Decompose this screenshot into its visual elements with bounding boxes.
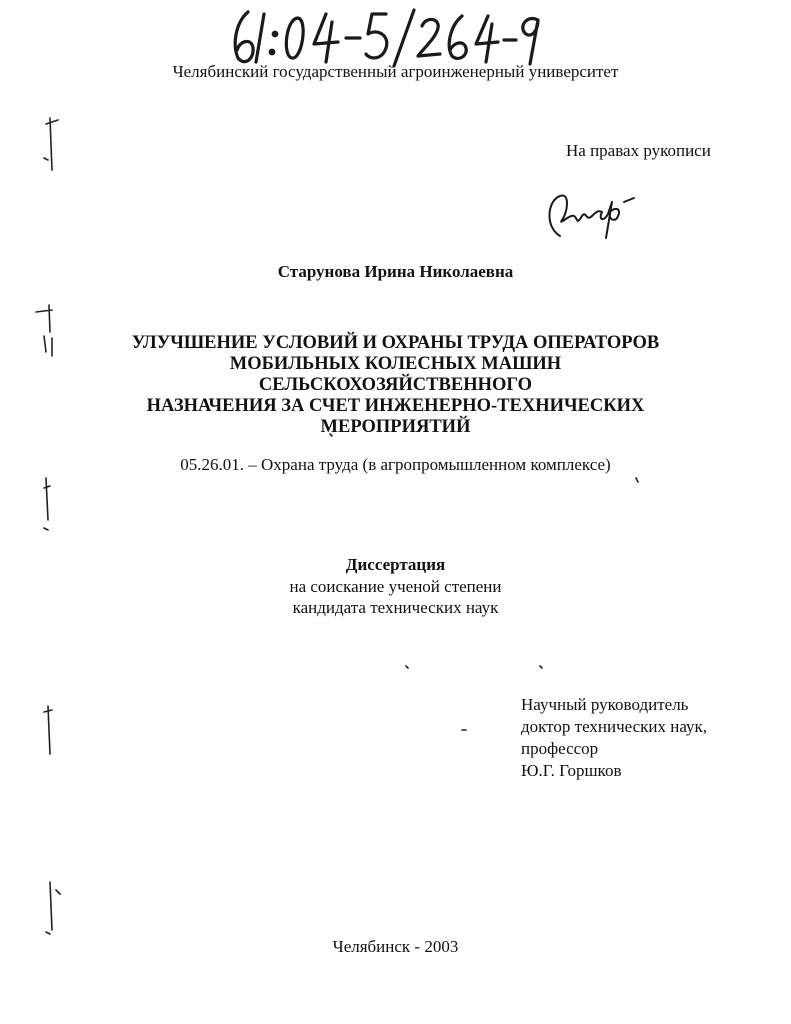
- title-line: УЛУЧШЕНИЕ УСЛОВИЙ И ОХРАНЫ ТРУДА ОПЕРАТОРОВ: [131, 333, 660, 353]
- supervisor-line: профессор: [521, 739, 599, 758]
- specialty-code: 05.26.01. – Охрана труда (в агропромышленном комплексе): [180, 455, 611, 474]
- manuscript-rights-note: На правах рукописи: [566, 141, 711, 160]
- supervisor-line: доктор технических наук,: [521, 717, 708, 736]
- university-name: Челябинский государственный агроинженерный университет: [172, 62, 619, 81]
- document-type: Диссертация: [345, 555, 446, 574]
- title-line: МЕРОПРИЯТИЙ: [320, 417, 471, 437]
- supervisor-line: Научный руководитель: [521, 695, 689, 714]
- degree-line: кандидата технических наук: [292, 598, 499, 617]
- title-line: МОБИЛЬНЫХ КОЛЕСНЫХ МАШИН СЕЛЬСКОХОЗЯЙСТВЕННОГО: [229, 354, 562, 395]
- title-line: НАЗНАЧЕНИЯ ЗА СЧЕТ ИНЖЕНЕРНО-ТЕХНИЧЕСКИХ: [146, 396, 645, 416]
- city-year: Челябинск - 2003: [332, 937, 459, 956]
- dissertation-title: [110, 333, 681, 438]
- scientific-supervisor: [521, 694, 707, 782]
- signature: [540, 186, 650, 242]
- degree-line: на соискание ученой степени: [289, 577, 502, 596]
- author-name: Старунова Ирина Николаевна: [277, 262, 514, 281]
- supervisor-line: Ю.Г. Горшков: [521, 761, 622, 780]
- handwritten-archive-code: [226, 4, 546, 70]
- degree-sought: [0, 576, 791, 618]
